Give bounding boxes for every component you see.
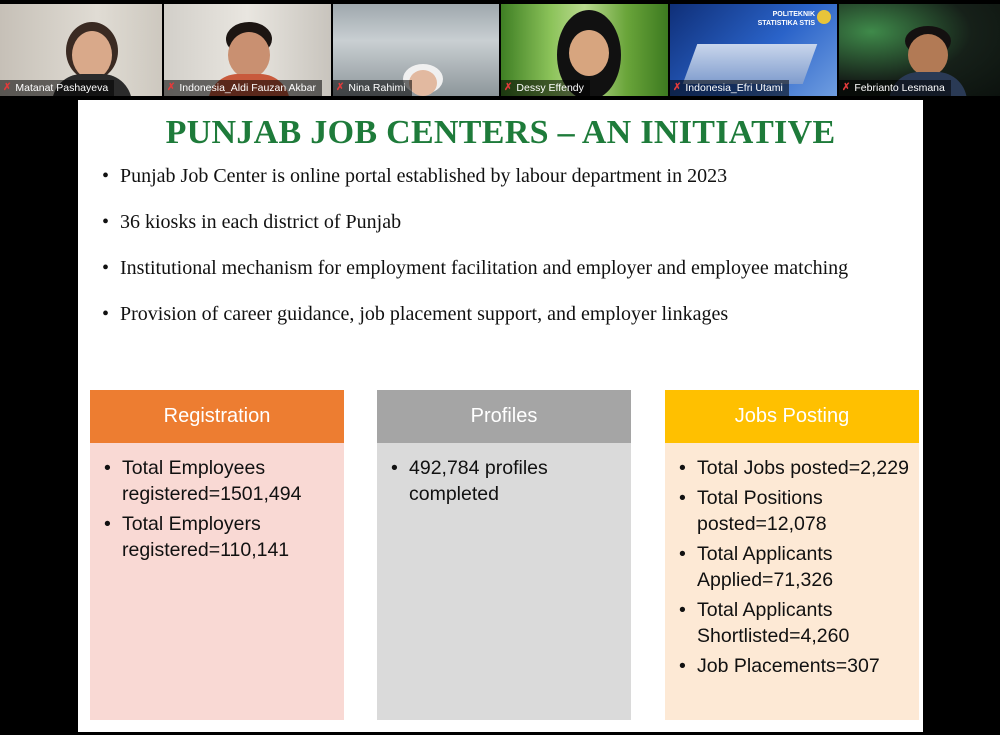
slide-bullet: • Institutional mechanism for employment facilitation and employer and employee matching	[102, 250, 902, 287]
participant-name-bar	[670, 80, 789, 96]
building-shape	[683, 44, 818, 84]
participant-tile[interactable]	[839, 4, 1000, 96]
list-item: • 492,784 profiles completed	[389, 455, 623, 507]
profiles-header: Profiles	[377, 390, 631, 443]
participant-tile[interactable]	[670, 4, 837, 96]
profiles-list	[389, 455, 623, 507]
participant-name-bar	[839, 80, 951, 96]
slide-bullet-list	[102, 158, 902, 342]
jobs-posting-list	[677, 455, 911, 679]
list-item: • Total Positions posted=12,078	[677, 485, 911, 537]
list-item: • Total Applicants Applied=71,326	[677, 541, 911, 593]
registration-header: Registration	[90, 390, 344, 443]
participant-name-bar	[164, 80, 322, 96]
participant-face	[72, 31, 112, 79]
list-item: • Total Jobs posted=2,229	[677, 455, 911, 481]
participant-name: Indonesia_Efri Utami	[685, 82, 783, 94]
participant-name: Febrianto Lesmana	[854, 82, 945, 94]
muted-mic-icon: ✗	[336, 82, 345, 93]
jobs-posting-body	[665, 443, 919, 720]
list-item: • Total Applicants Shortlisted=4,260	[677, 597, 911, 649]
participant-face	[228, 32, 270, 78]
participant-name-bar	[333, 80, 412, 96]
muted-mic-icon: ✗	[167, 82, 176, 93]
registration-card	[90, 390, 344, 720]
campus-logo-icon	[817, 10, 831, 24]
slide-bullet: • Provision of career guidance, job placement support, and employer linkages	[102, 296, 902, 333]
slide-title: PUNJAB JOB CENTERS – AN INITIATIVE	[165, 114, 836, 151]
shared-slide	[78, 100, 923, 732]
profiles-card	[377, 390, 631, 720]
list-item: • Job Placements=307	[677, 653, 911, 679]
participant-name-bar	[0, 80, 114, 96]
participant-name: Nina Rahimi	[348, 82, 406, 94]
participant-tile[interactable]	[333, 4, 499, 96]
campus-logo-text: POLITEKNIK STATISTIKA STIS	[757, 11, 815, 27]
muted-mic-icon: ✗	[842, 82, 851, 93]
participant-strip	[0, 0, 1000, 97]
list-item: • Total Employers registered=110,141	[102, 511, 336, 563]
jobs-posting-card	[665, 390, 919, 720]
muted-mic-icon: ✗	[673, 82, 682, 93]
participant-face	[569, 30, 609, 76]
participant-name: Dessy Effendy	[516, 82, 584, 94]
participant-tile[interactable]	[0, 4, 162, 96]
muted-mic-icon: ✗	[504, 82, 513, 93]
participant-name-bar	[501, 80, 590, 96]
participant-face	[409, 70, 437, 96]
profiles-body	[377, 443, 631, 720]
slide-bullet: • 36 kiosks in each district of Punjab	[102, 204, 902, 241]
slide-bullet: • Punjab Job Center is online portal established by labour department in 2023	[102, 158, 902, 195]
jobs-posting-header: Jobs Posting	[665, 390, 919, 443]
participant-name: Matanat Pashayeva	[15, 82, 109, 94]
list-item: • Total Employees registered=1501,494	[102, 455, 336, 507]
muted-mic-icon: ✗	[3, 82, 12, 93]
registration-body	[90, 443, 344, 720]
participant-name: Indonesia_Aldi Fauzan Akbar	[179, 82, 316, 94]
registration-list	[102, 455, 336, 563]
participant-tile[interactable]	[501, 4, 668, 96]
participant-tile[interactable]	[164, 4, 331, 96]
participant-face	[908, 34, 948, 76]
